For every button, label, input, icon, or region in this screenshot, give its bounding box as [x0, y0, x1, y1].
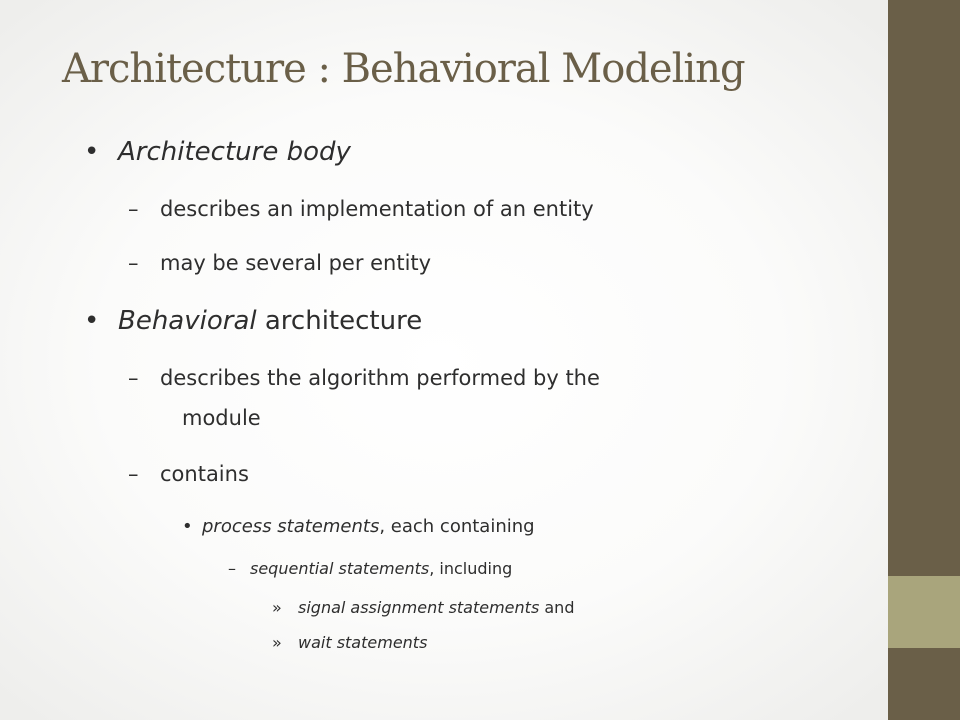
sub-bullet-sequential-statements [250, 559, 512, 578]
plain-text: and [539, 598, 575, 617]
plain-text: , including [429, 559, 513, 578]
bullet-architecture-body [118, 137, 351, 167]
raquo-marker: » [272, 598, 282, 617]
plain-text: , each containing [379, 516, 535, 537]
dash-marker: – [128, 251, 139, 275]
dash-marker: – [128, 462, 139, 486]
italic-text: process statements [202, 516, 380, 537]
bullet-marker: • [84, 306, 100, 336]
sub-bullet-describes-implementation: describes an implementation of an entity [160, 197, 594, 221]
bullet-behavioral-architecture [118, 306, 422, 336]
dash-marker: – [128, 197, 139, 221]
sub-bullet-describes-algorithm-cont: module [182, 406, 261, 430]
slide-title: Architecture : Behavioral Modeling [62, 46, 745, 92]
sub-bullet-contains: contains [160, 462, 249, 486]
bullet-marker: • [182, 516, 193, 537]
italic-text: Behavioral [118, 306, 257, 336]
raquo-marker: » [272, 633, 282, 652]
italic-text: sequential statements [250, 559, 430, 578]
sub-bullet-describes-algorithm: describes the algorithm performed by the [160, 366, 600, 390]
sub-bullet-process-statements [202, 516, 535, 537]
italic-text: signal assignment statements [298, 598, 540, 617]
sub-bullet-wait-statements [298, 633, 427, 652]
bullet-marker: • [84, 137, 100, 167]
plain-text: architecture [256, 306, 423, 336]
dash-marker: – [228, 559, 236, 578]
dash-marker: – [128, 366, 139, 390]
sub-bullet-signal-assignment [298, 598, 574, 617]
sub-bullet-several-per-entity: may be several per entity [160, 251, 432, 275]
sidebar-accent-block [888, 576, 960, 648]
italic-text: wait statements [298, 633, 428, 652]
italic-text: Architecture body [118, 137, 351, 167]
